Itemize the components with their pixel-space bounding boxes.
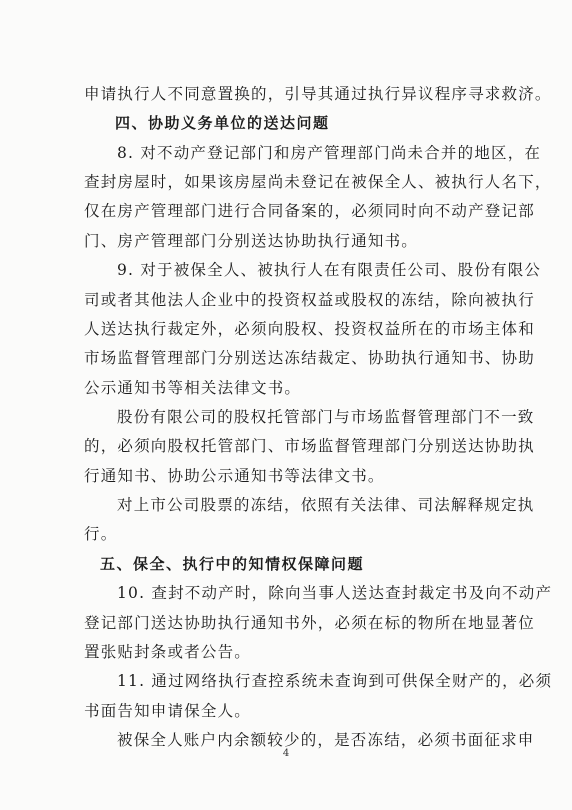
paragraph-line: 被保全人账户内余额较少的，是否冻结，必须书面征求申: [117, 731, 535, 749]
section-heading-4: 四、协助义务单位的送达问题: [115, 114, 330, 132]
paragraph-line: 的，必须向股权托管部门、市场监督管理部门分别送达协助执: [84, 437, 535, 455]
paragraph-line: 司或者其他法人企业中的投资权益或股权的冻结，除向被执行: [84, 291, 535, 309]
item-8-line: 8. 对不动产登记部门和房产管理部门尚未合并的地区，在: [117, 144, 542, 162]
paragraph-line: 书面告知申请保全人。: [84, 702, 252, 720]
paragraph-line: 行通知书、协助公示通知书等法律文书。: [84, 467, 385, 485]
paragraph-line: 行。: [84, 525, 118, 543]
section-heading-5: 五、保全、执行中的知情权保障问题: [100, 555, 365, 573]
paragraph-line: 公示通知书等相关法律文书。: [84, 379, 302, 397]
item-9-line: 9. 对于被保全人、被执行人在有限责任公司、股份有限公: [117, 261, 542, 279]
paragraph-line: 申请执行人不同意置换的，引导其通过执行异议程序寻求救济。: [84, 85, 552, 103]
paragraph-line: 人送达执行裁定外，必须向股权、投资权益所在的市场主体和: [84, 320, 535, 338]
paragraph-line: 对上市公司股票的冻结，依照有关法律、司法解释规定执: [117, 496, 535, 514]
paragraph-line: 仅在房产管理部门进行合同备案的，必须同时向不动产登记部: [84, 202, 535, 220]
paragraph-line: 登记部门送达协助执行通知书外，必须在标的物所在地显著位: [84, 614, 535, 632]
page-number: 4: [282, 748, 290, 759]
paragraph-line: 股份有限公司的股权托管部门与市场监督管理部门不一致: [117, 408, 535, 426]
paragraph-line: 市场监督管理部门分别送达冻结裁定、协助执行通知书、协助: [84, 349, 535, 367]
item-11-line: 11. 通过网络执行查控系统未查询到可供保全财产的，必须: [117, 672, 553, 690]
item-10-line: 10. 查封不动产时，除向当事人送达查封裁定书及向不动产: [117, 584, 553, 602]
paragraph-line: 查封房屋时，如果该房屋尚未登记在被保全人、被执行人名下，: [84, 173, 552, 191]
paragraph-line: 门、房产管理部门分别送达协助执行通知书。: [84, 232, 419, 250]
paragraph-line: 置张贴封条或者公告。: [84, 643, 252, 661]
